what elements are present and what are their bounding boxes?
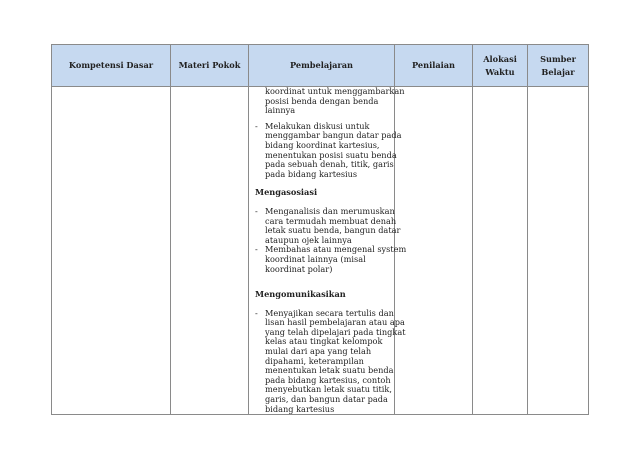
cell-materi-pokok — [171, 87, 249, 415]
section-heading-mengasosiasi: Mengasosiasi — [255, 187, 318, 198]
continuation-text — [255, 86, 405, 116]
header-pembelajaran: Pembelajaran — [249, 45, 395, 87]
text-line: koordinat polar) — [265, 263, 333, 274]
cell-penilaian — [395, 87, 473, 415]
header-waktu-line: Waktu — [485, 66, 515, 77]
header-penilaian: Penilaian — [395, 45, 473, 87]
text-line: lainnya — [265, 105, 296, 116]
text-line: yang telah dipelajari pada tingkat — [265, 326, 406, 337]
bullet-item — [255, 205, 401, 245]
text-line: koordinat untuk menggambarkan — [265, 86, 405, 96]
text-line: letak suatu benda, bangun datar — [265, 225, 401, 236]
text-line: menggambar bangun datar pada — [265, 130, 402, 141]
header-row — [52, 45, 589, 87]
text-line: bidang koordinat kartesius, — [265, 139, 380, 150]
cell-sumber-belajar — [528, 87, 589, 415]
header-sumber-belajar — [528, 45, 589, 87]
text-line: koordinat lainnya (misal — [265, 253, 366, 264]
text-line: pada sebuah denah, titik, garis — [265, 159, 394, 170]
text-line: ataupun ojek lainnya — [265, 234, 352, 245]
bullet-item — [255, 307, 406, 415]
section-heading-mengomunikasikan: Mengomunikasikan — [255, 289, 346, 300]
header-materi-pokok: Materi Pokok — [171, 45, 249, 87]
text-line: kelas atau tingkat kelompok — [265, 336, 383, 347]
cell-kompetensi-dasar — [52, 87, 171, 415]
text-line: - Menyajikan secara tertulis dan — [265, 307, 394, 318]
header-belajar-line: Belajar — [541, 66, 575, 77]
text-line: bidang kartesius — [265, 403, 335, 414]
header-kompetensi-dasar: Kompetensi Dasar — [52, 45, 171, 87]
bullet-item — [255, 120, 402, 180]
header-sumber-line: Sumber — [540, 53, 576, 64]
text-line: garis, dan bangun datar pada — [265, 394, 388, 405]
content-row — [52, 87, 589, 415]
text-line: - Menganalisis dan merumuskan — [265, 205, 395, 216]
text-line: posisi benda dengan benda — [265, 95, 379, 106]
text-line: dipahami, keterampilan — [265, 355, 364, 366]
text-line: menentukan letak suatu benda — [265, 365, 394, 376]
text-line: pada bidang kartesius, contoh — [265, 374, 391, 385]
text-line: menentukan posisi suatu benda — [265, 149, 397, 160]
text-line: menyebutkan letak suatu titik, — [265, 384, 392, 395]
text-line: - Melakukan diskusi untuk — [265, 120, 370, 131]
text-line: - Membahas atau mengenal system — [265, 244, 407, 255]
cell-pembelajaran — [249, 86, 407, 415]
cell-alokasi-waktu — [473, 87, 528, 415]
header-alokasi-line: Alokasi — [483, 53, 517, 64]
text-line: mulai dari apa yang telah — [265, 346, 372, 357]
bullet-item — [255, 244, 407, 274]
text-line: pada bidang kartesius — [265, 168, 358, 179]
header-alokasi-waktu — [473, 45, 528, 87]
learning-plan-table — [51, 44, 589, 415]
text-line: lisan hasil pembelajaran atau apa — [265, 317, 405, 328]
text-line: cara termudah membuat denah — [265, 215, 397, 226]
